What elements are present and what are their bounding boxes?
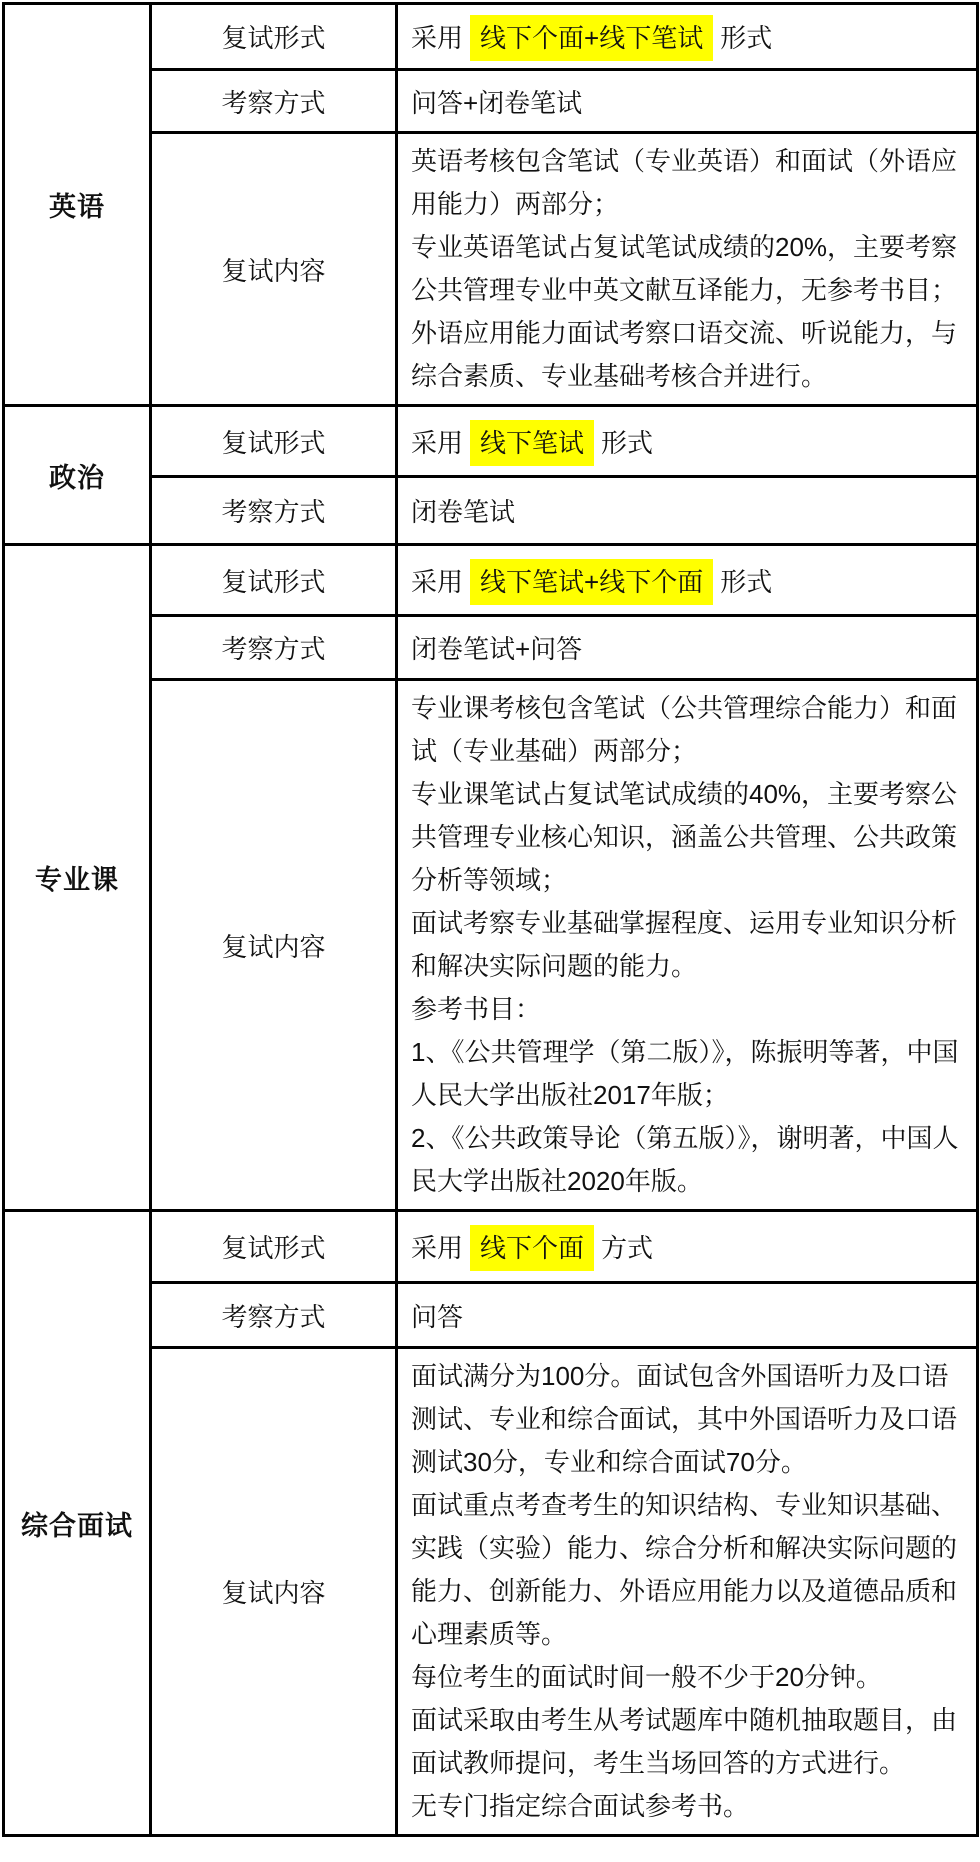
- row-label-method: 考察方式: [151, 477, 397, 545]
- highlight-mark: 线下笔试+线下个面: [470, 559, 713, 605]
- paragraph: 专业英语笔试占复试笔试成绩的20%，主要考察公共管理专业中英文献互译能力，无参考书目；: [411, 232, 958, 305]
- paragraph: 专业课考核包含笔试（公共管理综合能力）和面试（专业基础）两部分；: [411, 693, 958, 766]
- table-row: [4, 616, 978, 680]
- highlight-mark: 线下个面+线下笔试: [470, 15, 713, 61]
- form-value-cell: [397, 1211, 978, 1283]
- form-suffix: 形式: [601, 427, 654, 458]
- paragraph: 英语考核包含笔试（专业英语）和面试（外语应用能力）两部分；: [411, 146, 958, 219]
- subject-cell-comprehensive-interview: 综合面试: [4, 1211, 151, 1836]
- paragraph: 面试考察专业基础掌握程度、运用专业知识分析和解决实际问题的能力。: [411, 908, 958, 981]
- table-row: [4, 70, 978, 133]
- row-label-method: 考察方式: [151, 1283, 397, 1348]
- row-label-method: 考察方式: [151, 70, 397, 133]
- row-label-form: 复试形式: [151, 545, 397, 616]
- method-value-cell: 闭卷笔试: [397, 477, 978, 545]
- row-label-form: 复试形式: [151, 406, 397, 477]
- retest-info-table: [2, 2, 979, 1837]
- row-label-content: 复试内容: [151, 133, 397, 406]
- paragraph: 无专门指定综合面试参考书。: [411, 1791, 750, 1821]
- paragraph: 每位考生的面试时间一般不少于20分钟。: [411, 1662, 882, 1692]
- table-row: [4, 4, 978, 70]
- form-prefix: 采用: [411, 1233, 464, 1263]
- table-row: [4, 680, 978, 1211]
- table-row: [4, 477, 978, 545]
- paragraph: 面试重点考查考生的知识结构、专业知识基础、实践（实验）能力、综合分析和解决实际问题的能力、创新能力、外语应用能力以及道德品质和心理素质等。: [411, 1490, 958, 1649]
- highlight-mark: 线下个面: [470, 1225, 594, 1271]
- paragraph: 专业课笔试占复试笔试成绩的40%，主要考察公共管理专业核心知识，涵盖公共管理、公共政策分析等领域；: [411, 779, 958, 895]
- content-cell: [397, 680, 978, 1211]
- form-prefix: 采用: [411, 427, 464, 458]
- paragraph: 参考书目：: [411, 994, 542, 1024]
- form-suffix: 形式: [720, 23, 773, 53]
- highlight-mark: 线下笔试: [470, 420, 594, 466]
- table-row: [4, 1211, 978, 1283]
- form-value-cell: [397, 545, 978, 616]
- paragraph: 2、《公共政策导论（第五版）》，谢明著，中国人民大学出版社2020年版。: [411, 1123, 959, 1196]
- form-prefix: 采用: [411, 566, 464, 597]
- row-label-content: 复试内容: [151, 1348, 397, 1836]
- method-value-cell: 问答: [397, 1283, 978, 1348]
- table-row: [4, 545, 978, 616]
- content-cell: [397, 1348, 978, 1836]
- form-value-cell: [397, 406, 978, 477]
- paragraph: 面试满分为100分。面试包含外国语听力及口语测试、专业和综合面试，其中外国语听力及口语测试30分，专业和综合面试70分。: [411, 1361, 958, 1477]
- table-row: [4, 406, 978, 477]
- row-label-content: 复试内容: [151, 680, 397, 1211]
- form-value-cell: [397, 4, 978, 70]
- paragraph: 1、《公共管理学（第二版）》，陈振明等著，中国人民大学出版社2017年版；: [411, 1037, 959, 1110]
- row-label-form: 复试形式: [151, 1211, 397, 1283]
- content-cell: [397, 133, 978, 406]
- paragraph: 外语应用能力面试考察口语交流、听说能力，与综合素质、专业基础考核合并进行。: [411, 318, 958, 391]
- subject-cell-english: 英语: [4, 4, 151, 406]
- method-value-cell: 问答+闭卷笔试: [397, 70, 978, 133]
- subject-cell-major-course: 专业课: [4, 545, 151, 1211]
- paragraph: 面试采取由考生从考试题库中随机抽取题目，由面试教师提问，考生当场回答的方式进行。: [411, 1705, 958, 1778]
- form-prefix: 采用: [411, 23, 464, 53]
- method-value-cell: 闭卷笔试+问答: [397, 616, 978, 680]
- table-row: [4, 1348, 978, 1836]
- row-label-form: 复试形式: [151, 4, 397, 70]
- form-suffix: 形式: [720, 566, 773, 597]
- table-row: [4, 133, 978, 406]
- form-suffix: 方式: [601, 1233, 654, 1263]
- row-label-method: 考察方式: [151, 616, 397, 680]
- table-row: [4, 1283, 978, 1348]
- subject-cell-politics: 政治: [4, 406, 151, 545]
